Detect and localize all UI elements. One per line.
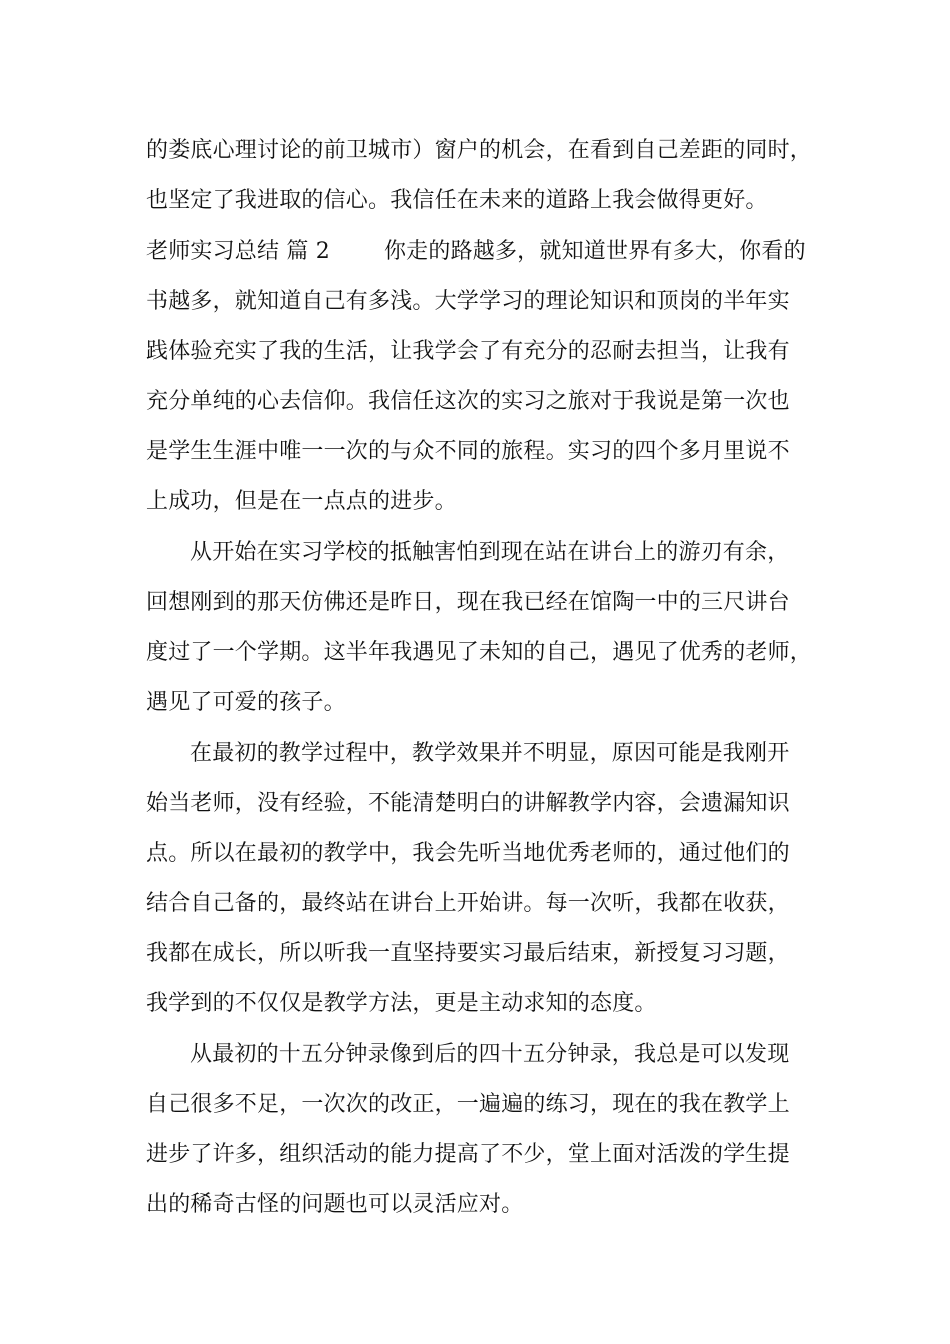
text-line: 书越多，就知道自己有多浅。大学学习的理论知识和顶岗的半年实 (146, 289, 790, 314)
text-line: 我都在成长，所以听我一直坚持要实习最后结束，新授复习习题， (146, 941, 790, 966)
text-line: 自己很多不足，一次次的改正，一遍遍的练习，现在的我在教学上 (146, 1092, 790, 1117)
text-line: 始当老师，没有经验，不能清楚明白的讲解教学内容，会遗漏知识 (146, 791, 790, 816)
text-line: 充分单纯的心去信仰。我信任这次的实习之旅对于我说是第一次也 (146, 389, 790, 414)
text-line: 上成功，但是在一点点的进步。 (146, 489, 457, 514)
text-line: 出的稀奇古怪的问题也可以灵活应对。 (146, 1192, 524, 1217)
section-heading: 老师实习总结 篇 2 (146, 239, 330, 264)
text-line: 也坚定了我进取的信心。我信任在未来的道路上我会做得更好。 (146, 188, 768, 213)
text-line: 你走的路越多，就知道世界有多大，你看的 (383, 239, 806, 264)
text-line: 的娄底心理讨论的前卫城市）窗户的机会，在看到自己差距的同时， (146, 138, 813, 163)
text-line: 度过了一个学期。这半年我遇见了未知的自己，遇见了优秀的老师， (146, 640, 813, 665)
text-line: 我学到的不仅仅是教学方法，更是主动求知的态度。 (146, 991, 657, 1016)
text-line: 践体验充实了我的生活，让我学会了有充分的忍耐去担当，让我有 (146, 339, 790, 364)
section-heading-line (146, 237, 806, 267)
text-line: 回想刚到的那天仿佛还是昨日，现在我已经在馆陶一中的三尺讲台 (146, 590, 790, 615)
text-line: 从最初的十五分钟录像到后的四十五分钟录，我总是可以发现 (190, 1042, 790, 1067)
text-line: 在最初的教学过程中，教学效果并不明显，原因可能是我刚开 (190, 741, 790, 766)
text-line: 遇见了可爱的孩子。 (146, 690, 346, 715)
text-line: 进步了许多，组织活动的能力提高了不少，堂上面对活泼的学生提 (146, 1142, 790, 1167)
text-line: 是学生生涯中唯一一次的与众不同的旅程。实习的四个多月里说不 (146, 439, 790, 464)
text-line: 点。所以在最初的教学中，我会先听当地优秀老师的，通过他们的 (146, 841, 790, 866)
text-line: 从开始在实习学校的抵触害怕到现在站在讲台上的游刃有余， (190, 540, 790, 565)
text-line: 结合自己备的，最终站在讲台上开始讲。每一次听，我都在收获， (146, 891, 790, 916)
